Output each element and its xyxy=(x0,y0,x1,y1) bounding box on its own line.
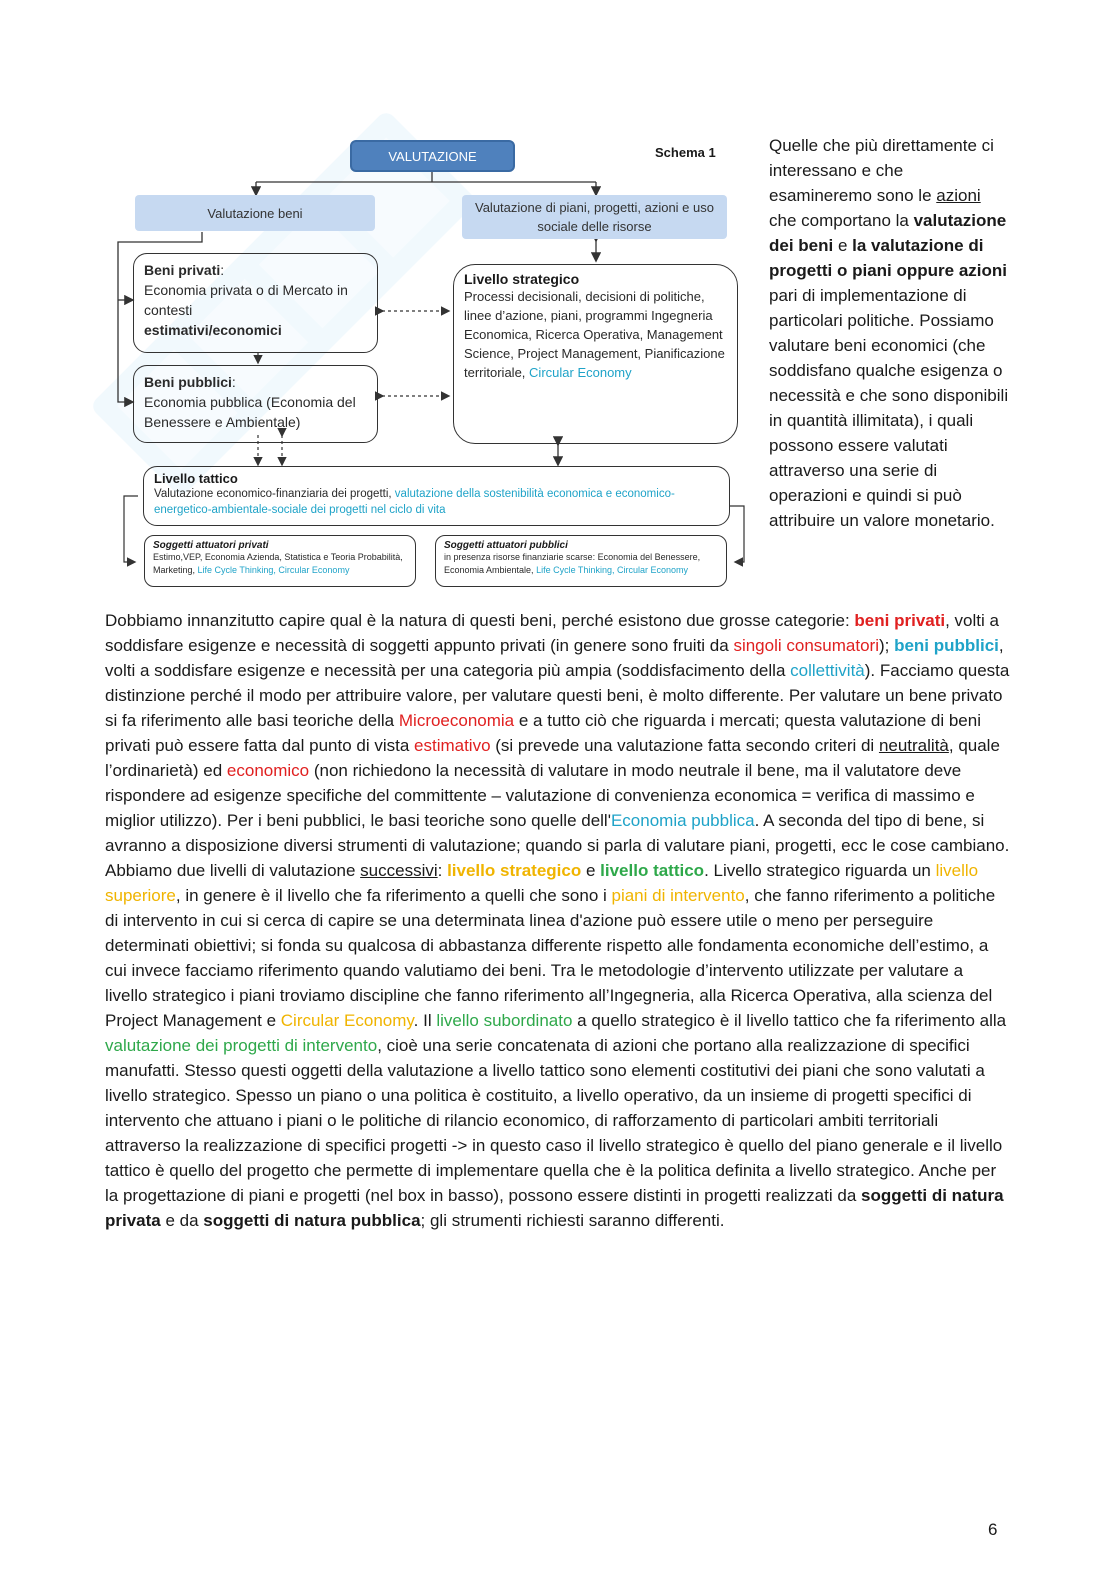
text-segment: , che fanno riferimento a politiche di intervento in cui si cerca di capire se una determinata linea d'azione può essere utile o meno per perseguire determinati obiettivi; si fonda su qualcosa di abbastanza differente rispetto alle fondamenta economiche dell’estimo, a cui invece facciamo riferimento quando valutiamo dei beni. Tra le metodologie d’intervento utilizzate per valutare a livello strategico i piani troviamo discipline che fanno riferimento all’Ingegneria, alla Ricerca Operativa, alla scienza del Project Management e xyxy=(105,886,996,1030)
livello-tattico-term: livello tattico xyxy=(600,861,705,880)
valutazione-beni-box: Valutazione beni xyxy=(135,195,375,231)
text-segment: , volti a soddisfare esigenze e necessità per una categoria più ampia (soddisfacimento della xyxy=(105,636,1004,680)
text-segment: ); xyxy=(878,636,895,655)
text-segment: ). Facciamo questa distinzione perché il modo per attribuire valore, per valutare questi beni, è molto differente. Per valutare un bene privato si fa riferimento alle basi teoriche della xyxy=(105,661,1010,730)
text-segment: , in genere è il livello che fa riferimento a quelli che sono i xyxy=(175,886,612,905)
neutralita-term: neutralità xyxy=(878,736,949,755)
text-segment: e xyxy=(581,861,601,880)
valutazione-box: VALUTAZIONE xyxy=(350,140,515,172)
beni-privati-text: Economia privata o di Mercato in contesti xyxy=(144,282,348,318)
side-text-2: che comportano la xyxy=(769,211,914,230)
text-segment: : xyxy=(437,861,448,880)
livello-strategico-title: Livello strategico xyxy=(464,271,580,287)
beni-privati-colon: : xyxy=(220,262,225,278)
soggetti-privati-title: Soggetti attuatori privati xyxy=(153,540,269,551)
beni-pubblici-colon: : xyxy=(231,374,236,390)
beni-privati-bold: estimativi/economici xyxy=(144,322,282,338)
side-paragraph xyxy=(769,133,1009,533)
beni-privati-title: Beni privati xyxy=(144,262,221,278)
livello-strategico-teal: Circular Economy xyxy=(529,365,632,380)
circular-economy-term: Circular Economy xyxy=(280,1011,414,1030)
valutazione-progetti-term: valutazione dei progetti di intervento xyxy=(105,1036,378,1055)
text-segment: . Livello strategico riguarda un xyxy=(704,861,936,880)
valutazione-piani-box: Valutazione di piani, progetti, azioni e uso sociale delle risorse xyxy=(462,195,727,239)
side-text-1: Quelle che più direttamente ci interessano e che esamineremo sono le xyxy=(769,136,994,205)
singoli-consumatori-term: singoli consumatori xyxy=(733,636,879,655)
schema-label: Schema 1 xyxy=(655,145,716,160)
side-bold-1: valutazione dei beni xyxy=(769,211,1007,255)
estimativo-term: estimativo xyxy=(414,736,491,755)
piani-intervento-term: piani di intervento xyxy=(611,886,745,905)
livello-superiore-term: livello superiore xyxy=(105,861,979,905)
soggetti-privata-term: soggetti di natura privata xyxy=(105,1186,1004,1230)
soggetti-privati-teal: Life Cycle Thinking, Circular Economy xyxy=(197,565,350,575)
livello-strategico-term: livello strategico xyxy=(447,861,582,880)
side-text-4: pari di implementazione di particolari politiche. Possiamo valutare beni economici (che soddisfano qualche esigenza o necessità e che sono disponibili in quantità illimitata), i quali possono essere valutati attraverso una serie di operazioni e quindi si può attribuire un valore monetario. xyxy=(769,286,1009,530)
text-segment: , volti a soddisfare esigenze e necessità di soggetti appunto privati (in genere sono fruiti da xyxy=(105,611,999,655)
schema-diagram xyxy=(110,130,755,610)
text-segment: e da xyxy=(160,1211,204,1230)
beni-pubblici-title: Beni pubblici xyxy=(144,374,232,390)
beni-pubblici-box xyxy=(133,365,378,443)
text-segment: . A seconda del tipo di bene, si avranno a disposizione diversi strumenti di valutazione; quando si parla di valutare piani, progetti, ecc le cose cambiano. Abbiamo due livelli di valutazione xyxy=(105,811,1010,880)
livello-tattico-teal: valutazione della sostenibilità economica e economico-energetico-ambientale-sociale dei progetti nel ciclo di vita xyxy=(154,488,675,516)
livello-tattico-title: Livello tattico xyxy=(154,471,238,486)
livello-subordinato-term: livello subordinato xyxy=(436,1011,573,1030)
soggetti-privati-text: Estimo,VEP, Economia Azienda, Statistica e Teoria Probabilità, Marketing, xyxy=(153,552,403,575)
soggetti-pubblici-text: in presenza risorse finanziarie scarse: Economia del Benessere, Economia Ambientale, xyxy=(444,552,701,575)
side-azioni: azioni xyxy=(936,186,981,205)
livello-strategico-text: Processi decisionali, decisioni di politiche, linee d’azione, piani, programmi Ingegneria Economica, Ricerca Operativa, Management Science, Project Management, Pianificazione territoriale, xyxy=(464,289,725,380)
livello-strategico-box xyxy=(453,264,738,444)
successivi-term: successivi xyxy=(360,861,438,880)
side-bold-2: la valutazione di progetti o piani oppure azioni xyxy=(769,236,1007,280)
beni-pubblici-term: beni pubblici xyxy=(894,636,999,655)
beni-privati-term: beni privati xyxy=(854,611,946,630)
text-segment: (si prevede una valutazione fatta secondo criteri di xyxy=(490,736,879,755)
livello-tattico-box xyxy=(143,466,730,526)
soggetti-pubblici-box xyxy=(435,535,727,587)
text-segment: e a tutto ciò che riguarda i mercati; questa valutazione di beni privati può essere fatta dal punto di vista xyxy=(105,711,981,755)
page-number: 6 xyxy=(988,1520,998,1539)
microeconomia-term: Microeconomia xyxy=(398,711,515,730)
side-text-3: e xyxy=(833,236,853,255)
main-paragraph xyxy=(105,608,1010,1233)
economia-pubblica-term: Economia pubblica xyxy=(610,811,755,830)
beni-pubblici-text: Economia pubblica (Economia del Benessere e Ambientale) xyxy=(144,394,356,430)
text-segment: , cioè una serie concatenata di azioni che portano alla realizzazione di specifici manufatti. Stesso questi oggetti della valutazione a livello tattico sono elementi costitutivi dei piani che sono valutati a livello strategico. Spesso un piano o una politica è costituito, a livello operativo, da un insieme di progetti specifici di intervento che attuano i piani o le politiche di rilancio economico, di rafforzamento di particolari ambiti territoriali attraverso la realizzazione di specifici progetti -> in questo caso il livello strategico è quello del piano generale e il livello tattico è quello del progetto che permette di implementare quella che è la politica definita a livello strategico. Anche per la progettazione di piani e progetti (nel box in basso), possono essere distinti in progetti realizzati da xyxy=(105,1036,1003,1205)
soggetti-pubblici-teal: Life Cycle Thinking, Circular Economy xyxy=(536,565,688,575)
text-segment: Dobbiamo innanzitutto capire qual è la natura di questi beni, perché esistono due grosse categorie: xyxy=(105,611,855,630)
soggetti-pubblici-title: Soggetti attuatori pubblici xyxy=(444,540,568,551)
economico-term: economico xyxy=(226,761,310,780)
text-segment: . Il xyxy=(413,1011,437,1030)
text-segment: , quale l’ordinarietà) ed xyxy=(105,736,1000,780)
text-segment: ; gli strumenti richiesti saranno differenti. xyxy=(420,1211,725,1230)
collettivita-term: collettività xyxy=(790,661,865,680)
soggetti-pubblica-term: soggetti di natura pubblica xyxy=(203,1211,421,1230)
soggetti-privati-box xyxy=(144,535,416,587)
text-segment: a quello strategico è il livello tattico che fa riferimento alla xyxy=(572,1011,1007,1030)
livello-tattico-text: Valutazione economico-finanziaria dei progetti, xyxy=(154,488,392,500)
text-segment: (non richiedono la necessità di valutare in modo neutrale il bene, ma il valutatore deve rispondere ad esigenze specifiche del committente – valutazione di convenienza economica = verifica di massimo e miglior utilizzo). Per i beni pubblici, le basi teoriche sono quelle dell' xyxy=(105,761,975,830)
beni-privati-box xyxy=(133,253,378,353)
